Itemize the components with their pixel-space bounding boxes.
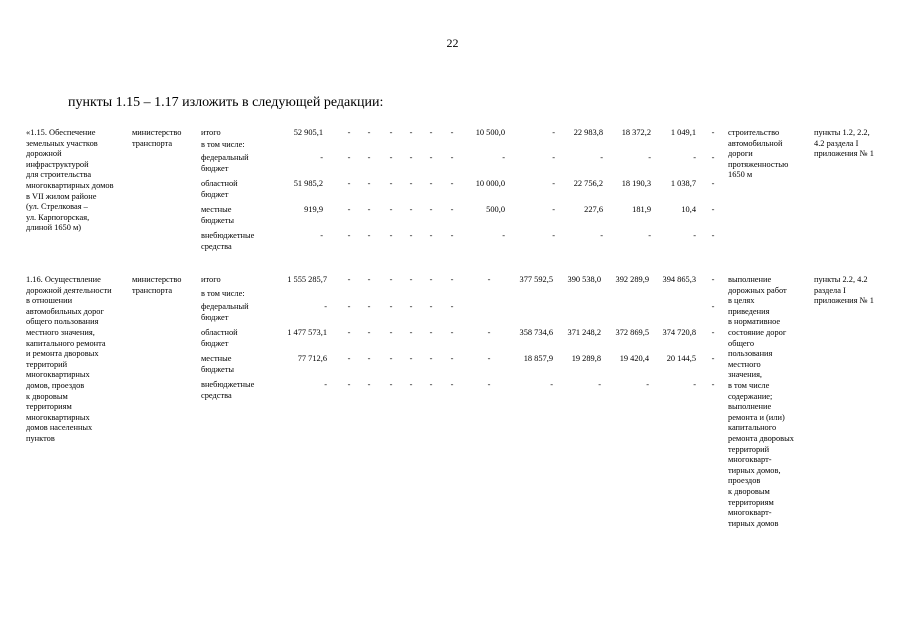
reference-line: раздела I [814, 285, 846, 295]
value-cell: - [552, 179, 555, 188]
result-line: территорий [728, 444, 770, 454]
result-line: протяженностью [728, 159, 789, 169]
value-cell: - [409, 231, 413, 240]
measure-name-line: домов населенных [26, 423, 93, 433]
value-cell: - [711, 179, 715, 188]
value-cell: 377 592,5 [519, 275, 553, 284]
value-cell: - [429, 231, 433, 240]
value-cell: 77 712,6 [297, 354, 327, 363]
value-cell: - [389, 354, 393, 363]
value-cell: - [429, 275, 433, 284]
value-cell: - [711, 128, 715, 137]
value-cell: 919,9 [304, 205, 323, 214]
value-cell: - [693, 380, 696, 389]
row-label: бюджеты [201, 364, 235, 374]
value-cell: - [409, 328, 413, 337]
value-cell: - [347, 302, 351, 311]
value-cell: 18 857,9 [523, 354, 553, 363]
row-label: бюджет [201, 189, 229, 199]
value-cell: - [347, 179, 351, 188]
value-cell: - [409, 179, 413, 188]
row-label: внебюджетные [201, 231, 255, 240]
measure-name-line: «1.15. Обеспечение [26, 128, 96, 137]
row-label: местные [201, 205, 232, 214]
result-line: дорожных работ [728, 285, 787, 295]
result-line: территориям [728, 497, 774, 507]
value-cell: - [367, 302, 371, 311]
value-cell: - [367, 128, 371, 137]
row-label: областной [201, 328, 238, 337]
page-number: 22 [446, 36, 459, 50]
measure-name-line: домов, проездов [26, 381, 85, 390]
result-line: пользования [728, 349, 773, 359]
row-label: бюджет [201, 312, 229, 322]
executor-line: министерство [132, 128, 182, 137]
row-label: в том числе: [201, 140, 245, 149]
value-cell: - [429, 153, 433, 162]
value-cell: 374 720,8 [662, 328, 696, 337]
measure-name-line: местного значения, [26, 328, 95, 337]
value-cell: 10,4 [681, 205, 696, 214]
value-cell: 227,6 [584, 205, 603, 214]
measure-name-line: дорожной [26, 149, 62, 159]
value-cell: - [389, 179, 393, 188]
row-label: внебюджетные [201, 380, 255, 389]
result-line: содержание; [728, 391, 773, 401]
result-line: дороги [728, 149, 753, 159]
value-cell: 18 372,2 [621, 128, 651, 137]
result-line: в том числе [728, 381, 770, 390]
value-cell: - [367, 380, 371, 389]
value-cell: 181,9 [632, 205, 651, 214]
value-cell: - [389, 328, 393, 337]
value-cell: 1 038,7 [670, 179, 696, 188]
value-cell: - [367, 153, 371, 162]
value-cell: - [429, 328, 433, 337]
result-line: ремонта дворовых [728, 434, 794, 443]
result-line: значения, [728, 370, 763, 380]
row-label: в том числе: [201, 289, 245, 298]
value-cell: - [347, 231, 351, 240]
value-cell: - [320, 231, 323, 240]
value-cell: - [347, 205, 351, 214]
measure-name-line: пунктов [26, 434, 55, 443]
value-cell: - [429, 302, 433, 311]
value-cell: 1 477 573,1 [287, 328, 327, 337]
measure-name-line: общего пользования [26, 317, 99, 327]
value-cell: - [389, 205, 393, 214]
result-line: выполнение [728, 275, 772, 284]
value-cell: 390 538,0 [567, 275, 601, 284]
value-cell: - [324, 380, 327, 389]
reference-line: приложения № 1 [814, 296, 874, 306]
measure-name-line: инфраструктурой [26, 159, 89, 169]
value-cell: - [389, 302, 393, 311]
value-cell: - [429, 179, 433, 188]
value-cell: 19 289,8 [571, 354, 601, 363]
executor-line: транспорта [132, 138, 173, 148]
value-cell: - [389, 380, 393, 389]
result-line: ремонта и (или) [728, 412, 785, 422]
value-cell: 372 869,5 [615, 328, 649, 337]
value-cell: 22 756,2 [573, 179, 603, 188]
value-cell: - [450, 328, 454, 337]
value-cell: - [347, 128, 351, 137]
value-cell: - [487, 354, 491, 363]
value-cell: - [502, 153, 505, 162]
value-cell: - [347, 275, 351, 284]
measure-name-line: автомобильных дорог [26, 306, 104, 316]
result-line: приведения [728, 306, 770, 316]
result-line: тирных домов, [728, 465, 781, 475]
value-cell: - [450, 275, 454, 284]
value-cell: 52 905,1 [293, 128, 323, 137]
measure-name-line: 1.16. Осуществление [26, 275, 101, 284]
measure-name-line: (ул. Стрелковая – [26, 202, 88, 212]
value-cell: - [347, 328, 351, 337]
value-cell: - [502, 231, 505, 240]
value-cell: 51 985,2 [293, 179, 323, 188]
value-cell: - [711, 302, 715, 311]
result-line: выполнение [728, 402, 772, 412]
measure-name-line: длиной 1650 м) [26, 223, 82, 233]
value-cell: - [367, 179, 371, 188]
row-label: средства [201, 390, 232, 400]
measure-name-line: в отношении [26, 296, 73, 306]
value-cell: - [429, 205, 433, 214]
value-cell: 1 555 285,7 [287, 275, 327, 284]
value-cell: - [450, 153, 454, 162]
value-cell: - [711, 354, 715, 363]
result-line: местного [728, 359, 761, 369]
value-cell: - [487, 275, 491, 284]
value-cell: - [450, 354, 454, 363]
value-cell: - [347, 354, 351, 363]
executor-line: транспорта [132, 285, 173, 295]
row-label: федеральный [201, 153, 249, 162]
value-cell: - [450, 205, 454, 214]
row-label: средства [201, 241, 232, 251]
reference-line: 4.2 раздела I [814, 138, 859, 148]
value-cell: - [600, 153, 603, 162]
value-cell: - [409, 302, 413, 311]
value-cell: - [711, 231, 715, 240]
value-cell: 10 500,0 [475, 128, 505, 137]
value-cell: 358 734,6 [519, 328, 553, 337]
result-line: автомобильной [728, 138, 783, 148]
result-line: в целях [728, 296, 755, 306]
value-cell: - [600, 231, 603, 240]
row-label: областной [201, 179, 238, 188]
row-label: федеральный [201, 302, 249, 311]
result-line: строительство [728, 128, 780, 137]
value-cell: - [367, 328, 371, 337]
value-cell: 20 144,5 [666, 354, 696, 363]
value-cell: - [347, 380, 351, 389]
reference-line: пункты 1.2, 2.2, [814, 128, 870, 137]
value-cell: - [367, 275, 371, 284]
value-cell: 10 000,0 [475, 179, 505, 188]
measure-name-line: территориям [26, 402, 72, 412]
result-line: тирных домов [728, 518, 779, 528]
value-cell: - [693, 153, 696, 162]
value-cell: - [409, 275, 413, 284]
value-cell: - [324, 302, 327, 311]
value-cell: - [552, 205, 555, 214]
measure-name-line: земельных участков [26, 138, 98, 148]
row-label: бюджет [201, 338, 229, 348]
value-cell: - [487, 328, 491, 337]
value-cell: - [409, 128, 413, 137]
result-line: 1650 м [728, 170, 753, 180]
value-cell: - [648, 231, 651, 240]
value-cell: - [429, 354, 433, 363]
result-line: многокварт- [728, 508, 772, 518]
value-cell: 371 248,2 [567, 328, 601, 337]
measure-name-line: капитального ремонта [26, 338, 106, 348]
value-cell: - [409, 205, 413, 214]
value-cell: - [367, 354, 371, 363]
result-line: в нормативное [728, 317, 781, 327]
value-cell: - [711, 380, 715, 389]
value-cell: - [450, 128, 454, 137]
value-cell: - [646, 380, 649, 389]
value-cell: 22 983,8 [573, 128, 603, 137]
value-cell: - [550, 380, 553, 389]
result-line: многокварт- [728, 455, 772, 465]
page-heading: пункты 1.15 – 1.17 изложить в следующей редакции: [68, 95, 384, 110]
value-cell: - [450, 179, 454, 188]
result-line: состояние дорог [728, 328, 787, 337]
value-cell: - [552, 153, 555, 162]
value-cell: - [389, 275, 393, 284]
value-cell: - [409, 153, 413, 162]
value-cell: - [648, 153, 651, 162]
measure-name-line: в VII жилом районе [26, 191, 97, 201]
measure-name-line: многоквартирных [26, 370, 90, 380]
value-cell: - [711, 205, 715, 214]
measure-name-line: для строительства [26, 170, 92, 180]
value-cell: 394 865,3 [662, 275, 696, 284]
value-cell: - [450, 302, 454, 311]
value-cell: - [367, 231, 371, 240]
value-cell: - [389, 128, 393, 137]
reference-line: пункты 2.2, 4.2 [814, 275, 868, 284]
value-cell: - [320, 153, 323, 162]
measure-name-line: и ремонта дворовых [26, 349, 99, 359]
value-cell: - [367, 205, 371, 214]
result-line: общего [728, 338, 755, 348]
value-cell: - [711, 328, 715, 337]
value-cell: - [429, 380, 433, 389]
row-label: местные [201, 354, 232, 363]
value-cell: - [552, 128, 555, 137]
value-cell: 500,0 [486, 205, 505, 214]
value-cell: - [711, 275, 715, 284]
value-cell: - [450, 380, 454, 389]
measure-name-line: к дворовым [26, 391, 68, 401]
value-cell: - [389, 153, 393, 162]
measure-name-line: многоквартирных [26, 412, 90, 422]
value-cell: 18 190,3 [621, 179, 651, 188]
value-cell: - [429, 128, 433, 137]
measure-name-line: многоквартирных домов [26, 181, 114, 190]
measure-name-line: дорожной деятельности [26, 285, 112, 295]
measure-name-line: территорий [26, 359, 68, 369]
value-cell: - [552, 231, 555, 240]
row-label: бюджеты [201, 215, 235, 225]
value-cell: 392 289,9 [615, 275, 649, 284]
result-line: проездов [728, 476, 761, 486]
value-cell: - [409, 380, 413, 389]
value-cell: - [598, 380, 601, 389]
value-cell: 1 049,1 [670, 128, 696, 137]
row-label: итого [201, 128, 221, 137]
executor-line: министерство [132, 275, 182, 284]
measure-name-line: ул. Карпогорская, [26, 212, 90, 222]
value-cell: - [347, 153, 351, 162]
reference-line: приложения № 1 [814, 149, 874, 159]
value-cell: - [389, 231, 393, 240]
value-cell: - [693, 231, 696, 240]
result-line: капитального [728, 423, 777, 433]
value-cell: - [450, 231, 454, 240]
value-cell: - [487, 380, 491, 389]
value-cell: - [711, 153, 715, 162]
value-cell: - [409, 354, 413, 363]
row-label: бюджет [201, 163, 229, 173]
value-cell: 19 420,4 [619, 354, 649, 363]
result-line: к дворовым [728, 487, 770, 496]
row-label: итого [201, 275, 221, 284]
